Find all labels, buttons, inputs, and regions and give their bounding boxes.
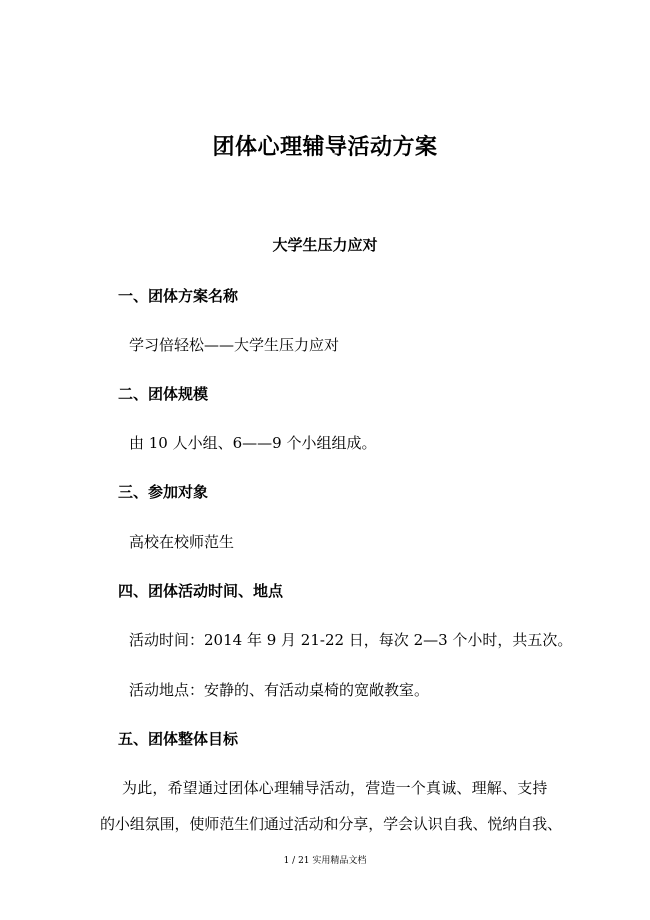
section-3-paragraph: 高校在校师范生	[129, 533, 235, 551]
section-4-paragraph-time: 活动时间：2014 年 9 月 21-22 日，每次 2—3 个小时，共五次。	[129, 631, 573, 649]
section-1-paragraph: 学习倍轻松——大学生压力应对	[129, 336, 340, 354]
section-heading-3: 三、参加对象	[118, 483, 209, 501]
section-heading-2: 二、团体规模	[118, 385, 209, 403]
section-heading-1: 一、团体方案名称	[118, 287, 239, 305]
section-heading-5: 五、团体整体目标	[118, 730, 239, 748]
section-5-line-1: 为此，希望通过团体心理辅导活动，营造一个真诚、理解、支持	[122, 779, 548, 797]
document-title: 团体心理辅导活动方案	[212, 135, 438, 160]
document-subtitle: 大学生压力应对	[272, 236, 378, 254]
page-footer: 1 / 21 实用精品文档	[283, 856, 367, 866]
section-2-paragraph: 由 10 人小组、6——9 个小组组成。	[129, 434, 377, 452]
section-heading-4: 四、团体活动时间、地点	[118, 582, 284, 600]
section-5-line-2: 的小组氛围，使师范生们通过活动和分享，学会认识自我、悦纳自我、	[100, 815, 562, 833]
section-4-paragraph-place: 活动地点：安静的、有活动桌椅的宽敞教室。	[129, 681, 430, 699]
